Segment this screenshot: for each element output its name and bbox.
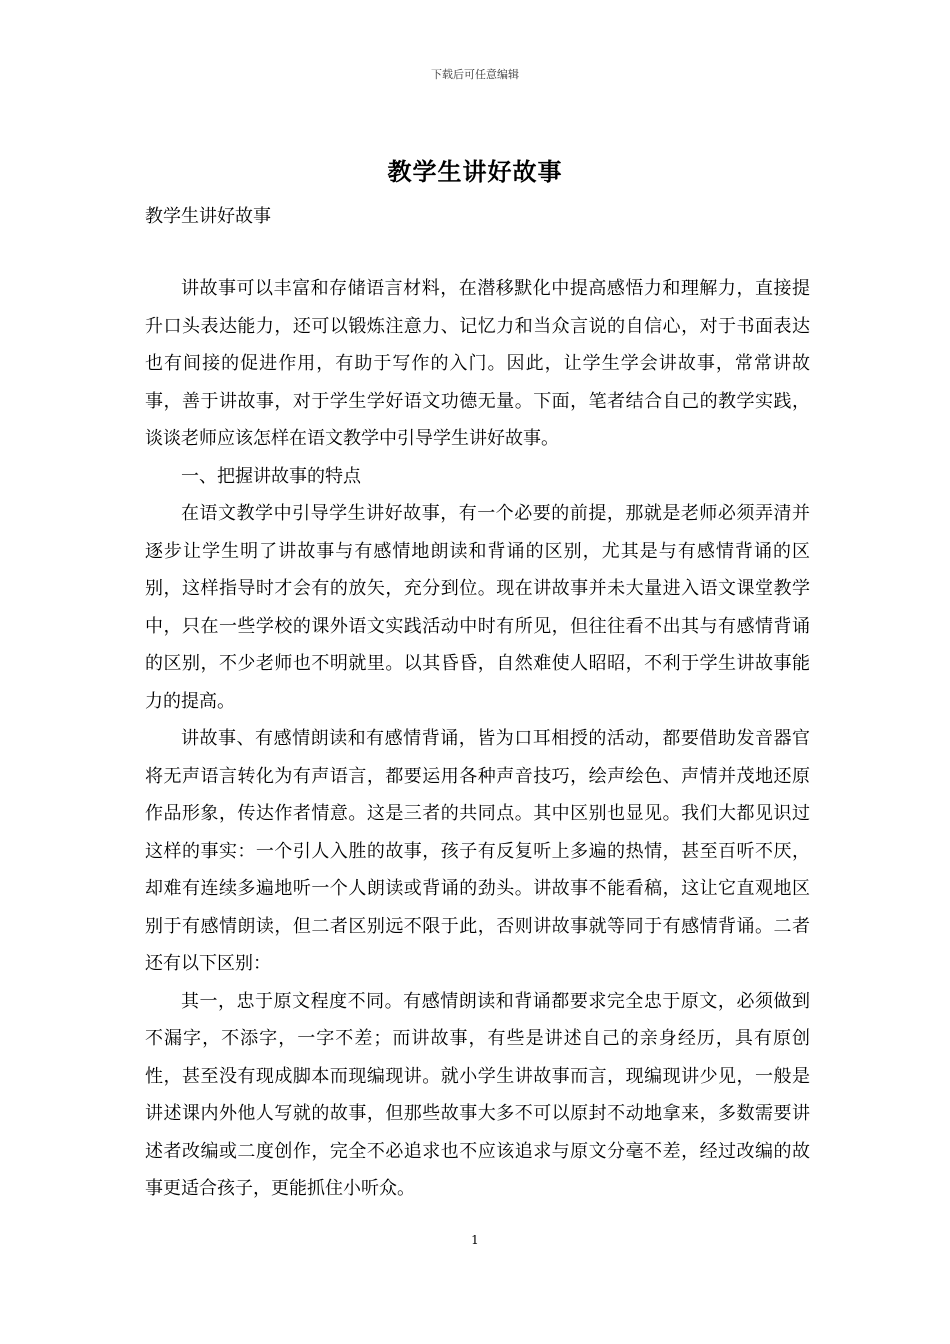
document-body xyxy=(145,270,810,1208)
paragraph-premise: 在语文教学中引导学生讲好故事，有一个必要的前提，那就是老师必须弄清并逐步让学生明了讲故事与有感情地朗读和背诵的区别，尤其是与有感情背诵的区别，这样指导时才会有的放矢，充分到位。现在讲故事并未大量进入语文课堂教学中，只在一些学校的课外语文实践活动中时有所见，但往往看不出其与有感情背诵的区别，不少老师也不明就里。以其昏昏，自然难使人昭昭，不利于学生讲故事能力的提高。 xyxy=(145,503,810,712)
page-number: 1 xyxy=(471,1233,479,1247)
section-heading: 一、把握讲故事的特点 xyxy=(181,465,361,487)
paragraph-intro: 讲故事可以丰富和存储语言材料，在潜移默化中提高感悟力和理解力，直接提升口头表达能力，还可以锻炼注意力、记忆力和当众言说的自信心，对于书面表达也有间接的促进作用，有助于写作的入门。因此，让学生学会讲故事，常常讲故事，善于讲故事，对于学生学好语文功德无量。下面，笔者结合自己的教学实践，谈谈老师应该怎样在语文教学中引导学生讲好故事。 xyxy=(145,278,810,449)
paragraph-comparison: 讲故事、有感情朗读和有感情背诵，皆为口耳相授的活动，都要借助发音器官将无声语言转化为有声语言，都要运用各种声音技巧，绘声绘色、声情并茂地还原作品形象，传达作者情意。这是三者的共同点。其中区别也显见。我们大都见识过这样的事实：一个引人入胜的故事，孩子有反复听上多遍的热情，甚至百听不厌，却难有连续多遍地听一个人朗读或背诵的劲头。讲故事不能看稿，这让它直观地区别于有感情朗读，但二者区别远不限于此，否则讲故事就等同于有感情背诵。二者还有以下区别： xyxy=(145,728,810,974)
page-header: 下载后可任意编辑 xyxy=(431,68,519,81)
document-subtitle: 教学生讲好故事 xyxy=(145,206,271,227)
document-title: 教学生讲好故事 xyxy=(387,157,563,186)
paragraph-difference-one: 其一，忠于原文程度不同。有感情朗读和背诵都要求完全忠于原文，必须做到不漏字，不添字，一字不差；而讲故事，有些是讲述自己的亲身经历，具有原创性，甚至没有现成脚本而现编现讲。就小学生讲故事而言，现编现讲少见，一般是讲述课内外他人写就的故事，但那些故事大多不可以原封不动地拿来，多数需要讲述者改编或二度创作，完全不必追求也不应该追求与原文分毫不差，经过改编的故事更适合孩子，更能抓住小听众。 xyxy=(145,990,810,1199)
